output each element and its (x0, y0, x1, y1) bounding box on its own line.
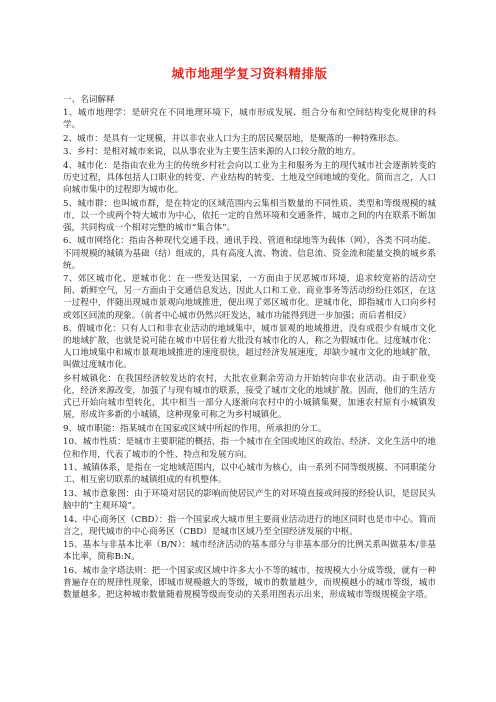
definition-paragraph: 4、城市化：是指由农业为主的传统乡村社会向以工业为主和服务为主的现代城市社会逐渐转变的历史过程，具体包括人口职业的转变、产业结构的转变、土地及空间地域的变化。简而言之，人口向城市集中的过程即为城市化。 (63, 160, 436, 196)
section-heading: 一、名词解释 (63, 95, 115, 105)
definition-paragraph: 2、城市：是具有一定规模，并以非农业人口为主的居民聚居地，是聚落的一种特殊形态。 (63, 133, 404, 144)
definition-paragraph: 3、乡村：是相对城市来说，以从事农业为主要生活来源的人口较分散的地方。 (63, 147, 361, 158)
definition-paragraph: 11、城镇体系，是指在一定地域范围内，以中心城市为核心，由一系列不同等级规模、不同职能分工、相互密切联系的城镇组成的有机整体。 (63, 463, 436, 486)
definition-paragraph: 7、郊区城市化、逆城市化：在一些发达国家，一方面由于厌恶城市环境，追求较宽裕的活动空间、新鲜空气，另一方面由于交通信息发达，因此人口和工业、商业事务等活动纷纷往郊区，在这一过程中，伴随出现城市景观向地域推进，便出现了郊区城市化。逆城市化，即指城市人口向乡村或郊区回流的现象。（前者中心城市仍然兴旺发达，城市功能得到进一步加强；而后者相反） (63, 274, 436, 321)
definition-paragraph: 5、城市群：也叫城市群，是在特定的区域范围内云集相当数量的不同性质、类型和等级规模的城市，以一个或两个特大城市为中心，依托一定的自然环境和交通条件，城市之间的内在联系不断加强，共同构成一个相对完整的城市“集合体”。 (63, 198, 436, 233)
definition-paragraph: 6、城市网络化：指由各种现代交通手段、通讯手段、管道和绿地等为载体（网），各类不同功能、不同规模的城镇为基础（结）组成的，具有高度人流、物流、信息流、资金流和能量交换的城乡系统。 (63, 236, 436, 271)
definition-paragraph: 10、城市性质：是城市主要职能的概括，指一个城市在全国或地区的政治、经济、文化生活中的地位和作用，代表了城市的个性、特点和发展方向。 (63, 437, 436, 460)
definition-paragraph: 15、基本与非基本比率（B/N）：城市经济活动的基本部分与非基本部分的比例关系叫做基本/非基本比率，简称B:N。 (63, 540, 436, 563)
definitions-list (63, 107, 436, 601)
definition-paragraph: 13、城市意象图：由于环境对居民的影响而使居民产生的对环境直接或间接的经验认识，是居民头脑中的“主观环境”。 (63, 488, 436, 511)
definition-paragraph: 14、中心商务区（CBD）：指一个国家或大城市里主要商业活动进行的地区同时也是市中心。简而言之，现代城市的中心商务区（CBD）是城市区域乃至全国经济发展的中枢。 (63, 514, 436, 537)
definition-paragraph: 9、城市职能：指某城市在国家或区域中所起的作用，所承担的分工。 (63, 423, 327, 434)
definition-paragraph: 8、假城市化：只有人口和非农业活动的地域集中，城市景观的地域推进，没有或很少有城市文化的地域扩散，也就是说可能在城市中居住着大批没有城市化的人，称之为假城市化。过度城市化：人口地域集中和城市景观地域推进的速度很快，超过经济发展速度，却缺少城市文化的地域扩散，叫做过度城市化。 (63, 324, 436, 371)
definition-paragraph: 16、城市金字塔法则：把一个国家或区域中许多大小不等的城市，按规模大小分成等级，就有一种普遍存在的规律性现象，即城市规模越大的等级，城市的数量越少，而规模越小的城市等级，城市数量越多。把这种城市数量随着规模等级而变动的关系用图表示出来，形成城市等级规模金字塔。 (63, 565, 436, 601)
document-title: 城市地理学复习资料精排版 (171, 66, 328, 81)
definition-paragraph: 1、城市地理学：是研究在不同地理环境下，城市形成发展、组合分布和空间结构变化规律的科学。 (63, 108, 436, 131)
definition-paragraph: 乡村城镇化：在我国经济较发达的农村，大批农业剩余劳动力开始转向非农业活动。由于职业变化，经济来源改变，加强了与现有城市的联系，接受了城市文化的地域扩散。因而，他们的生活方式已开始向城市型转化，其中相当一部分人逐渐向农村中的小城镇集聚，加速农村原有小城镇发展，形成许多新的小城镇，这种现象可称之为乡村城镇化。 (63, 373, 436, 421)
